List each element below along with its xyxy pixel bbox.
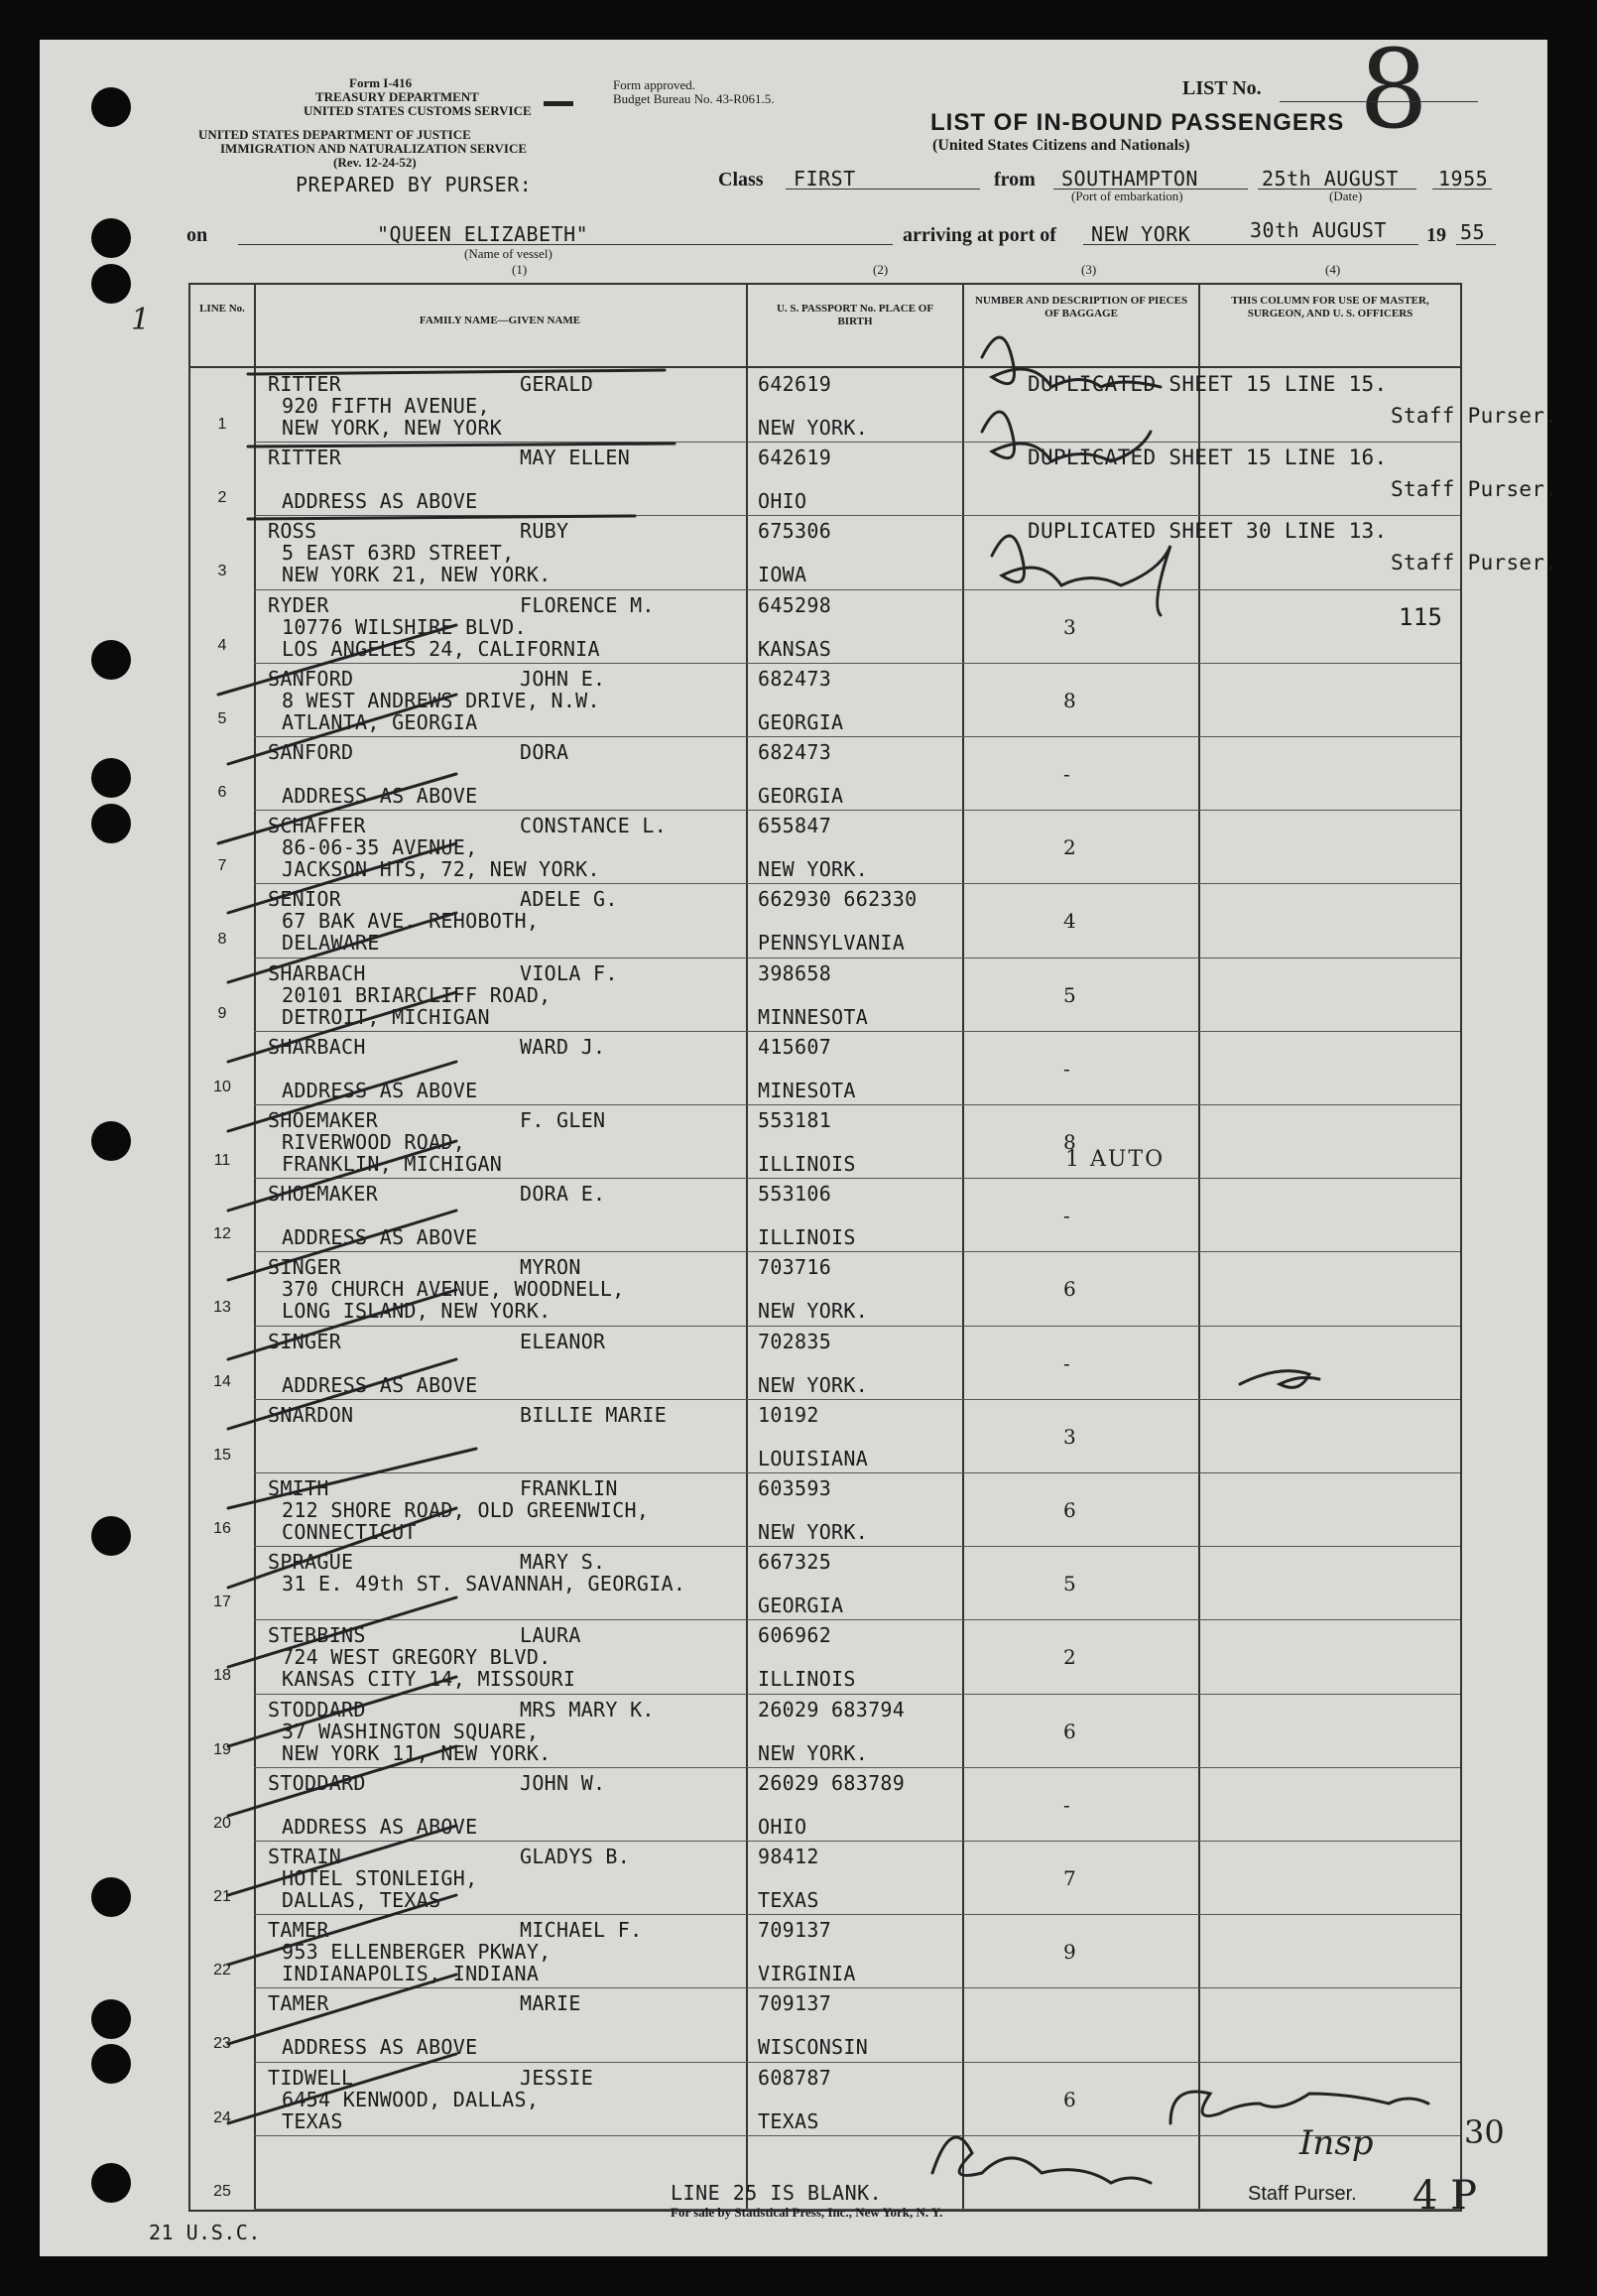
line-number: 17 (213, 1594, 231, 1611)
place-of-birth: NEW YORK. (758, 857, 869, 882)
family-name: SANFORD (268, 666, 354, 691)
baggage-count: 4 (1063, 909, 1077, 934)
address-line-2: LOS ANGELES 24, CALIFORNIA (282, 636, 600, 661)
staff-purser-note: Staff Purser. (1391, 551, 1558, 575)
place-of-birth: OHIO (758, 489, 807, 514)
family-name: STODDARD (268, 1770, 366, 1795)
duplicate-note: DUPLICATED SHEET 30 LINE 13. (1028, 519, 1388, 544)
arrival-date: 30th AUGUST (1250, 218, 1387, 242)
col-marker-1: (1) (512, 262, 528, 277)
family-name: ROSS (268, 519, 317, 544)
col-passport: U. S. PASSPORT No. PLACE OF BIRTH (776, 303, 934, 327)
depart-year: 1955 (1438, 167, 1489, 191)
place-of-birth: LOUISIANA (758, 1446, 869, 1470)
arrival-year-suffix: 55 (1460, 220, 1486, 244)
family-name: SHOEMAKER (268, 1182, 379, 1207)
family-name: SNARDON (268, 1402, 354, 1427)
line-number: 16 (213, 1520, 231, 1537)
address-line-2: ATLANTA, GEORGIA (282, 709, 478, 734)
family-name: SENIOR (268, 887, 342, 912)
officer-note: 115 (1399, 602, 1443, 631)
baggage-count: 8 (1063, 688, 1077, 712)
address-line-2: ADDRESS AS ABOVE (282, 489, 478, 514)
passport-number: 26029 683794 (758, 1697, 906, 1722)
passport-number: 98412 (758, 1845, 819, 1868)
baggage-count: 9 (1063, 1940, 1077, 1965)
line-number: 1 (217, 416, 227, 433)
line-number: 12 (213, 1225, 231, 1243)
form-number: Form I-416 (349, 75, 413, 90)
given-name: VIOLA F. (520, 960, 618, 985)
line-number: 7 (217, 857, 227, 875)
address-line-1: 920 FIFTH AVENUE, (282, 394, 490, 418)
col-baggage: NUMBER AND DESCRIPTION OF PIECES OF BAGGAGE (974, 295, 1188, 319)
place-of-birth: ILLINOIS (758, 1152, 856, 1176)
address-line-1: 370 CHURCH AVENUE, WOODNELL, (282, 1277, 625, 1302)
baggage-count: - (1063, 1204, 1071, 1228)
manifest-title: LIST OF IN-BOUND PASSENGERS (930, 109, 1345, 136)
address-line-2: JACKSON HTS, 72, NEW YORK. (282, 857, 600, 882)
passport-number: 682473 (758, 666, 832, 691)
place-of-birth: NEW YORK. (758, 1299, 869, 1324)
staff-purser-note: Staff Purser. (1391, 477, 1558, 502)
vessel-note: (Name of vessel) (464, 246, 553, 261)
address-line-1: 37 WASHINGTON SQUARE, (282, 1719, 540, 1743)
family-name: SHARBACH (268, 1034, 366, 1059)
family-name: RITTER (268, 446, 342, 470)
passport-number: 675306 (758, 519, 832, 544)
budget-bureau: Budget Bureau No. 43-R061.5. (613, 91, 775, 106)
baggage-count: 6 (1063, 1498, 1077, 1522)
baggage-count: 6 (1063, 1277, 1077, 1302)
purser-signature-3 (992, 536, 1170, 615)
passport-number: 703716 (758, 1255, 832, 1280)
col-officers: THIS COLUMN FOR USE OF MASTER, SURGEON, AND U. S. OFFICERS (1231, 295, 1429, 319)
address-line-2: TEXAS (282, 2108, 343, 2133)
inspector-mark (1240, 1371, 1319, 1388)
statute: 21 U.S.C. (149, 2221, 261, 2244)
line-number: 20 (213, 1814, 231, 1832)
depart-date: 25th AUGUST (1262, 167, 1399, 191)
line-number: 9 (217, 1004, 227, 1022)
given-name: JOHN W. (520, 1770, 606, 1795)
address-line-1: 6454 KENWOOD, DALLAS, (282, 2087, 540, 2111)
baggage-count: 8 (1063, 1130, 1077, 1154)
place-of-birth: WISCONSIN (758, 2035, 869, 2060)
given-name: BILLIE MARIE (520, 1402, 668, 1427)
strike-ritter-may (248, 444, 675, 446)
place-of-birth: NEW YORK. (758, 416, 869, 440)
given-name: MARIE (520, 1991, 581, 2016)
place-of-birth: IOWA (758, 563, 807, 587)
place-of-birth: PENNSYLVANIA (758, 931, 906, 956)
list-no-label: LIST No. (1182, 77, 1262, 99)
given-name: MAY ELLEN (520, 446, 631, 470)
customs-service: UNITED STATES CUSTOMS SERVICE (304, 103, 532, 118)
from-label: from (994, 169, 1036, 191)
duplicate-note: DUPLICATED SHEET 15 LINE 16. (1028, 446, 1388, 470)
family-name: TIDWELL (268, 2065, 354, 2090)
col-line-no: LINE No. (199, 303, 245, 315)
address-line-2: KANSAS CITY 14, MISSOURI (282, 1667, 576, 1692)
baggage-count: - (1063, 1056, 1071, 1081)
address-line-1: 10776 WILSHIRE BLVD. (282, 614, 527, 639)
passport-number: 553106 (758, 1182, 832, 1207)
address-line-2: FRANKLIN, MICHIGAN (282, 1152, 503, 1176)
address-line-1: HOTEL STONLEIGH, (282, 1866, 478, 1890)
baggage-count: - (1063, 1792, 1071, 1817)
arrival-year-prefix: 19 (1426, 224, 1446, 246)
purser-signature-2 (982, 412, 1151, 461)
side-handmark: 1 (131, 303, 151, 337)
port-embark-note: (Port of embarkation) (1071, 189, 1183, 203)
line-number: 23 (213, 2035, 231, 2053)
passport-number: 645298 (758, 592, 832, 617)
given-name: GLADYS B. (520, 1845, 631, 1868)
passport-number: 415607 (758, 1034, 832, 1059)
address-line-2: NEW YORK 11, NEW YORK. (282, 1740, 552, 1765)
purser-signature-1 (982, 337, 1161, 387)
address-line-2: ADDRESS AS ABOVE (282, 1372, 478, 1397)
place-of-birth: GEORGIA (758, 1594, 844, 1618)
address-line-1: 5 EAST 63RD STREET, (282, 541, 515, 566)
given-name: F. GLEN (520, 1108, 606, 1132)
col-marker-2: (2) (873, 262, 889, 277)
address-line-1: 724 WEST GREGORY BLVD. (282, 1645, 552, 1670)
given-name: RUBY (520, 519, 569, 544)
printer-note: For sale by Statistical Press, Inc., New York, N. Y. (671, 2205, 943, 2220)
given-name: FRANKLIN (520, 1476, 618, 1500)
passport-number: 608787 (758, 2065, 832, 2090)
address-line-2: ADDRESS AS ABOVE (282, 784, 478, 808)
passport-number: 709137 (758, 1991, 832, 2016)
line-number: 10 (213, 1078, 231, 1095)
family-name: RITTER (268, 372, 342, 396)
given-name: ADELE G. (520, 887, 618, 912)
address-line-2: DALLAS, TEXAS (282, 1888, 441, 1912)
line-number: 18 (213, 1667, 231, 1685)
baggage-count: 2 (1063, 835, 1077, 860)
treasury-dept: TREASURY DEPARTMENT (315, 89, 479, 104)
family-name: SMITH (268, 1476, 329, 1500)
passport-number: 398658 (758, 960, 832, 985)
place-of-birth: NEW YORK. (758, 1520, 869, 1544)
passport-number: 682473 (758, 740, 832, 764)
address-line-1: 953 ELLENBERGER PKWAY, (282, 1940, 552, 1965)
address-line-2: NEW YORK, NEW YORK (282, 416, 503, 440)
given-name: ELEANOR (520, 1329, 606, 1353)
address-line-2: LONG ISLAND, NEW YORK. (282, 1299, 552, 1324)
passport-number: 606962 (758, 1623, 832, 1648)
given-name: FLORENCE M. (520, 592, 655, 617)
passport-number: 603593 (758, 1476, 832, 1500)
justice-dept: UNITED STATES DEPARTMENT OF JUSTICE (198, 127, 471, 142)
line-number: 3 (217, 563, 227, 580)
given-name: JESSIE (520, 2065, 594, 2090)
family-name: TAMER (268, 1991, 329, 2016)
baggage-count: 6 (1063, 1719, 1077, 1743)
baggage-count: 3 (1063, 614, 1077, 639)
address-line-1: 31 E. 49th ST. SAVANNAH, GEORGIA. (282, 1572, 686, 1596)
baggage-count: 6 (1063, 2087, 1077, 2111)
line-number: 22 (213, 1962, 231, 1979)
address-line-2: ADDRESS AS ABOVE (282, 1225, 478, 1250)
on-label: on (186, 224, 208, 246)
address-line-1: 67 BAK AVE. REHOBOTH, (282, 909, 540, 934)
baggage-count: 5 (1063, 1572, 1077, 1596)
line-number: 4 (217, 636, 227, 654)
address-line-1: 20101 BRIARCLIFF ROAD, (282, 982, 552, 1007)
given-name: MRS MARY K. (520, 1697, 655, 1722)
given-name: CONSTANCE L. (520, 814, 668, 838)
place-of-birth: ILLINOIS (758, 1667, 856, 1692)
date-note: (Date) (1329, 189, 1363, 203)
given-name: DORA E. (520, 1182, 606, 1207)
family-name: STEBBINS (268, 1623, 366, 1648)
family-name: RYDER (268, 592, 329, 617)
baggage-count: 7 (1063, 1866, 1077, 1890)
given-name: LAURA (520, 1623, 581, 1648)
passport-number: 667325 (758, 1550, 832, 1575)
line-number: 19 (213, 1740, 231, 1758)
manifest-page (40, 26, 1558, 2256)
baggage-count: 5 (1063, 982, 1077, 1007)
passport-number: 655847 (758, 814, 832, 838)
line25-note: LINE 25 IS BLANK. (671, 2181, 883, 2205)
arrival-port: NEW YORK (1091, 222, 1191, 246)
line-number: 15 (213, 1446, 231, 1464)
passport-number: 553181 (758, 1108, 832, 1132)
passport-number: 709137 (758, 1918, 832, 1943)
checkmarks (218, 625, 476, 2123)
given-name: JOHN E. (520, 666, 606, 691)
place-of-birth: NEW YORK. (758, 1372, 869, 1397)
family-name: SCHAFFER (268, 814, 366, 838)
line-number: 6 (217, 784, 227, 801)
baggage-count: 3 (1063, 1424, 1077, 1449)
hand-4p: 4 P (1413, 2173, 1478, 2219)
inspector-signature (1170, 2092, 1428, 2123)
address-line-2: DETROIT, MICHIGAN (282, 1004, 490, 1029)
baggage-count: - (1063, 1350, 1071, 1375)
place-of-birth: KANSAS (758, 636, 832, 661)
line-number: 21 (213, 1888, 231, 1905)
address-line-2: ADDRESS AS ABOVE (282, 2035, 478, 2060)
line-number: 25 (213, 2182, 231, 2200)
vessel-name: "QUEEN ELIZABETH" (377, 222, 589, 246)
class-label: Class (718, 169, 764, 191)
address-line-2: NEW YORK 21, NEW YORK. (282, 563, 552, 587)
staff-purser-note: Staff Purser. (1391, 404, 1558, 428)
immigration-service: IMMIGRATION AND NATURALIZATION SERVICE (220, 141, 528, 156)
given-name: MYRON (520, 1255, 581, 1280)
line-number: 14 (213, 1372, 231, 1390)
col-marker-3: (3) (1081, 262, 1097, 277)
passport-number: 642619 (758, 372, 832, 396)
manifest-subtitle: (United States Citizens and Nationals) (932, 137, 1190, 154)
arriving-label: arriving at port of (903, 224, 1056, 246)
address-line-2: ADDRESS AS ABOVE (282, 1078, 478, 1102)
passport-number: 662930 662330 (758, 887, 918, 912)
strike-ross-ruby (248, 516, 635, 519)
class-value: FIRST (794, 167, 856, 191)
form-approved: Form approved. (613, 77, 696, 92)
duplicate-note: DUPLICATED SHEET 15 LINE 15. (1028, 372, 1388, 396)
address-line-2: CONNECTICUT (282, 1520, 417, 1544)
auto-note: 1 AUTO (1065, 1147, 1166, 1172)
place-of-birth: MINNESOTA (758, 1004, 869, 1029)
line-number: 13 (213, 1299, 231, 1317)
purser-bottom-signature (932, 2137, 1151, 2183)
family-name: SINGER (268, 1329, 342, 1353)
strike-ritter-gerald (248, 370, 665, 374)
given-name: WARD J. (520, 1034, 606, 1059)
inspector-initials: Insp (1299, 2123, 1374, 2163)
place-of-birth: TEXAS (758, 2108, 819, 2133)
family-name: SINGER (268, 1255, 342, 1280)
place-of-birth: ILLINOIS (758, 1225, 856, 1250)
passport-number: 702835 (758, 1329, 832, 1353)
address-line-2: DELAWARE (282, 931, 380, 956)
baggage-count: - (1063, 762, 1071, 786)
place-of-birth: MINESOTA (758, 1078, 856, 1102)
family-name: SHARBACH (268, 960, 366, 985)
col-marker-4: (4) (1325, 262, 1341, 277)
passport-number: 10192 (758, 1402, 819, 1427)
from-value: SOUTHAMPTON (1061, 167, 1198, 191)
place-of-birth: VIRGINIA (758, 1962, 856, 1986)
passport-number: 26029 683789 (758, 1770, 906, 1795)
given-name: DORA (520, 740, 569, 764)
prepared-by: PREPARED BY PURSER: (296, 173, 533, 196)
family-name: SANFORD (268, 740, 354, 764)
given-name: GERALD (520, 372, 594, 396)
address-line-1: RIVERWOOD ROAD, (282, 1130, 466, 1154)
place-of-birth: TEXAS (758, 1888, 819, 1912)
revision: (Rev. 12-24-52) (333, 155, 417, 170)
place-of-birth: OHIO (758, 1814, 807, 1839)
staff-purser-bottom: Staff Purser. (1248, 2183, 1357, 2205)
line-number: 11 (213, 1152, 231, 1169)
address-line-1: 212 SHORE ROAD, OLD GREENWICH, (282, 1498, 650, 1522)
list-no-value: 8 (1359, 26, 1428, 153)
line-number: 5 (217, 709, 227, 727)
address-line-1: 8 WEST ANDREWS DRIVE, N.W. (282, 688, 600, 712)
baggage-count: 2 (1063, 1645, 1077, 1670)
hand-30: 30 (1464, 2113, 1505, 2151)
family-name: TAMER (268, 1918, 329, 1943)
passport-number: 642619 (758, 446, 832, 470)
place-of-birth: GEORGIA (758, 784, 844, 808)
line-number: 2 (217, 489, 227, 507)
place-of-birth: GEORGIA (758, 709, 844, 734)
address-line-1: 86-06-35 AVENUE, (282, 835, 478, 860)
col-name: FAMILY NAME—GIVEN NAME (419, 315, 581, 326)
family-name: STODDARD (268, 1697, 366, 1722)
family-name: STRAIN (268, 1845, 342, 1868)
given-name: MARY S. (520, 1550, 606, 1575)
address-line-2: INDIANAPOLIS, INDIANA (282, 1962, 540, 1986)
address-line-2: ADDRESS AS ABOVE (282, 1814, 478, 1839)
line-number: 8 (217, 931, 227, 949)
handwriting-svg (40, 40, 1547, 2256)
line-number: 24 (213, 2108, 231, 2126)
family-name: SPRAGUE (268, 1550, 354, 1575)
place-of-birth: NEW YORK. (758, 1740, 869, 1765)
given-name: MICHAEL F. (520, 1918, 643, 1943)
family-name: SHOEMAKER (268, 1108, 379, 1132)
